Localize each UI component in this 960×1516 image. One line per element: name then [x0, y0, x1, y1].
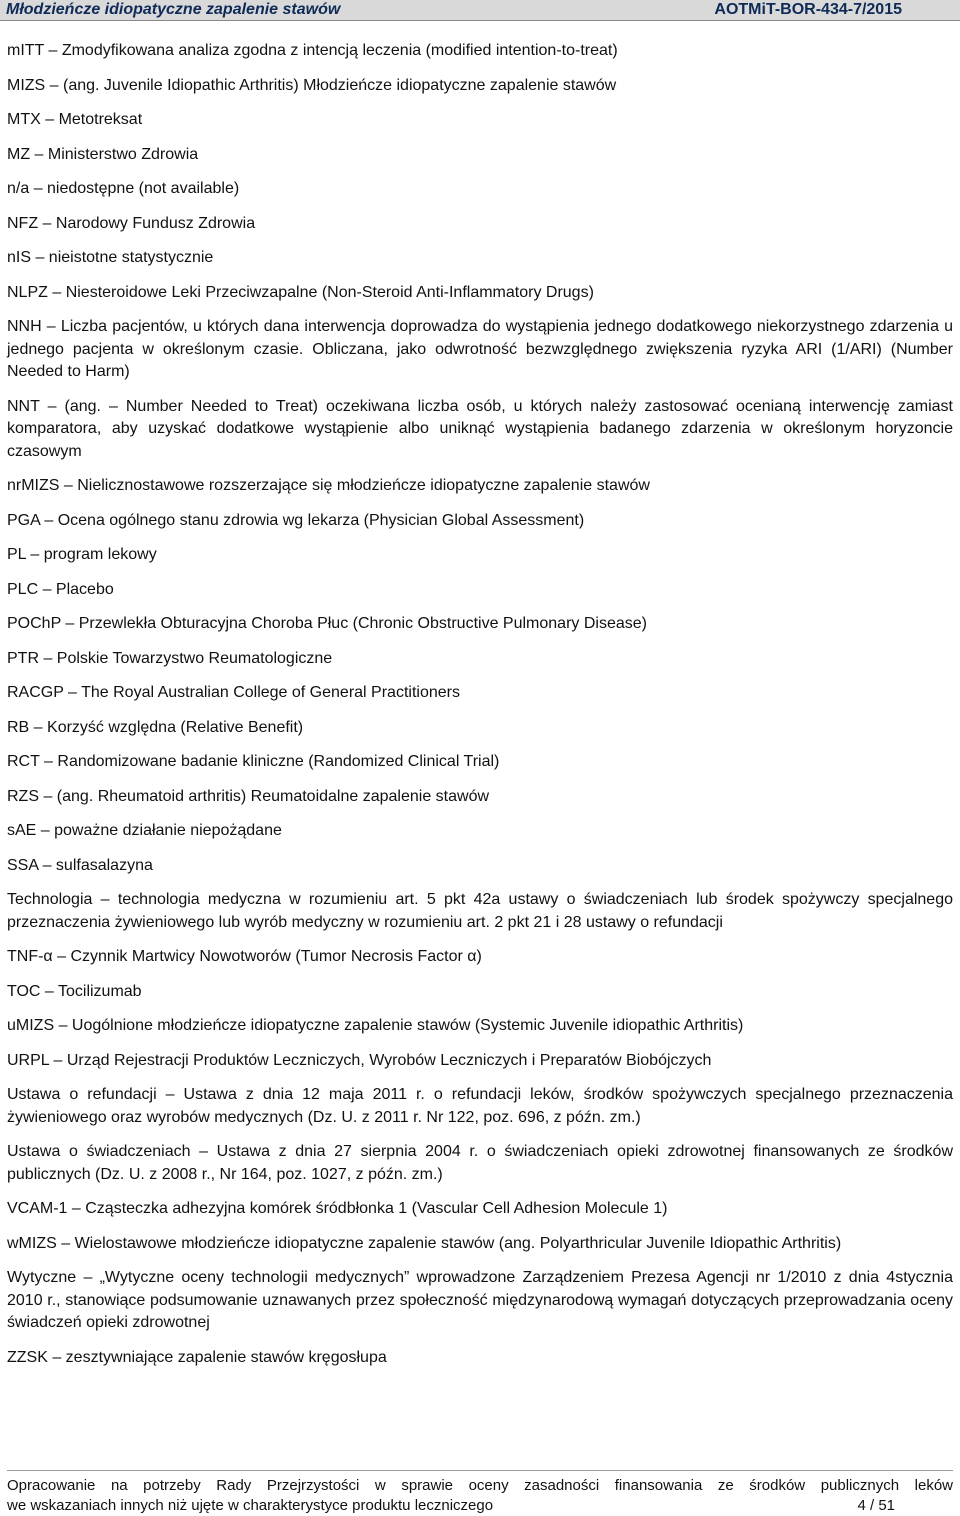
page-footer	[7, 1476, 953, 1516]
footer-line-2-wrapper	[7, 1496, 953, 1516]
entry-nrmizs: nrMIZS – Nielicznostawowe rozszerzające się młodzieńcze idiopatyczne zapalenie stawów	[7, 477, 650, 494]
page-header	[0, 0, 960, 20]
entry-tnf: TNF-α – Czynnik Martwicy Nowotworów (Tumor Necrosis Factor α)	[7, 948, 482, 965]
entry-mtx: MTX – Metotreksat	[7, 111, 143, 128]
entry-toc: TOC – Tocilizumab	[7, 982, 142, 1000]
entry-technologia: Technologia – technologia medyczna w rozumieniu art. 5 pkt 42a ustawy o świadczeniach lub środek spożywczy specjalnego przeznaczenia żywieniowego lub wyrób medyczny w rozumieniu art. 2 pkt 21 i 28 ustawy o refundacji	[7, 891, 953, 931]
entry-umizs: uMIZS – Uogólnione młodzieńcze idiopatyczne zapalenie stawów (Systemic Juvenile idiopathic Arthritis)	[7, 1017, 744, 1034]
footer-line-2: we wskazaniach innych niż ujęte w charakterystyce produktu leczniczego	[7, 1497, 494, 1514]
entry-urpl: URPL – Urząd Rejestracji Produktów Leczniczych, Wyrobów Leczniczych i Preparatów Biobójczych	[7, 1051, 712, 1069]
entry-ustawa-o-swiadczeniach: Ustawa o świadczeniach – Ustawa z dnia 27 sierpnia 2004 r. o świadczeniach opieki zdrowotnej finansowanych ze środków publicznych (Dz. U. z 2008 r., Nr 164, poz. 1027, z późn. zm.)	[7, 1143, 953, 1183]
entry-pochp: POChP – Przewlekła Obturacyjna Choroba Płuc (Chronic Obstructive Pulmonary Disease)	[7, 615, 647, 632]
entry-pl: PL – program lekowy	[7, 546, 157, 563]
entry-nlpz: NLPZ – Niesteroidowe Leki Przeciwzapalne (Non-Steroid Anti-Inflammatory Drugs)	[7, 283, 594, 301]
abbreviations-list	[7, 40, 953, 1381]
entry-nis: nIS – nieistotne statystycznie	[7, 249, 214, 266]
entry-rct: RCT – Randomizowane badanie kliniczne (Randomized Clinical Trial)	[7, 753, 500, 770]
entry-zzsk: ZZSK – zesztywniające zapalenie stawów kręgosłupa	[7, 1348, 387, 1366]
entry-plc: PLC – Placebo	[7, 580, 114, 598]
entry-pga: PGA – Ocena ogólnego stanu zdrowia wg lekarza (Physician Global Assessment)	[7, 511, 585, 529]
entry-mitt: mITT – Zmodyfikowana analiza zgodna z intencją leczenia (modified intention-to-treat)	[7, 42, 618, 59]
header-document-id: AOTMiT-BOR-434-7/2015	[714, 1, 902, 18]
entry-racgp: RACGP – The Royal Australian College of General Practitioners	[7, 684, 460, 701]
entry-ptr: PTR – Polskie Towarzystwo Reumatologiczne	[7, 649, 333, 667]
entry-rzs: RZS – (ang. Rheumatoid arthritis) Reumatoidalne zapalenie stawów	[7, 787, 490, 805]
footer-divider	[7, 1470, 953, 1471]
entry-rb: RB – Korzyść względna (Relative Benefit)	[7, 718, 304, 736]
page-number: 4 / 51	[857, 1497, 895, 1514]
entry-wytyczne: Wytyczne – „Wytyczne oceny technologii medycznych” wprowadzone Zarządzeniem Prezesa Agencji nr 1/2010 z dnia 4stycznia 2010 r., stanowiące podsumowanie uznawanych przez społeczność międzynarodową wymagań dotyczących przeprowadzania oceny świadczeń opieki zdrowotnej	[7, 1269, 953, 1331]
entry-ssa: SSA – sulfasalazyna	[7, 856, 153, 874]
entry-nnh: NNH – Liczba pacjentów, u których dana interwencja doprowadza do wystąpienia jednego dodatkowego niekorzystnego zdarzenia u jednego pacjenta w określonym czasie. Obliczana, jako odwrotność bezwzględnego zwiększenia ryzyka ARI (1/ARI) (Number Needed to Harm)	[7, 318, 953, 380]
footer-line-1: Opracowanie na potrzeby Rady Przejrzystości w sprawie oceny zasadności finansowania ze środków publicznych leków	[7, 1477, 953, 1494]
entry-wmizs: wMIZS – Wielostawowe młodzieńcze idiopatyczne zapalenie stawów (ang. Polyarthricular Juvenile Idiopathic Arthritis)	[7, 1234, 842, 1252]
entry-na: n/a – niedostępne (not available)	[7, 180, 240, 197]
header-divider	[0, 20, 960, 21]
entry-mz: MZ – Ministerstwo Zdrowia	[7, 145, 199, 163]
entry-nnt: NNT – (ang. – Number Needed to Treat) oczekiwana liczba osób, u których należy zastosować ocenianą interwencję zamiast komparatora, aby uzyskać dodatkowe wystąpienie albo uniknąć wystąpienia badanego zdarzenia w określonym horyzoncie czasowym	[7, 397, 953, 460]
entry-ustawa-o-refundacji: Ustawa o refundacji – Ustawa z dnia 12 maja 2011 r. o refundacji leków, środków spożywczych specjalnego przeznaczenia żywieniowego oraz wyrobów medycznych (Dz. U. z 2011 r. Nr 122, poz. 696, z późn. zm.)	[7, 1086, 953, 1126]
entry-nfz: NFZ – Narodowy Fundusz Zdrowia	[7, 214, 256, 232]
entry-mizs: MIZS – (ang. Juvenile Idiopathic Arthritis) Młodzieńcze idiopatyczne zapalenie stawów	[7, 76, 617, 94]
header-title: Młodzieńcze idiopatyczne zapalenie stawów	[6, 1, 341, 18]
entry-sae: sAE – poważne działanie niepożądane	[7, 822, 282, 839]
entry-vcam1: VCAM-1 – Cząsteczka adhezyjna komórek śródbłonka 1 (Vascular Cell Adhesion Molecule 1)	[7, 1200, 668, 1217]
